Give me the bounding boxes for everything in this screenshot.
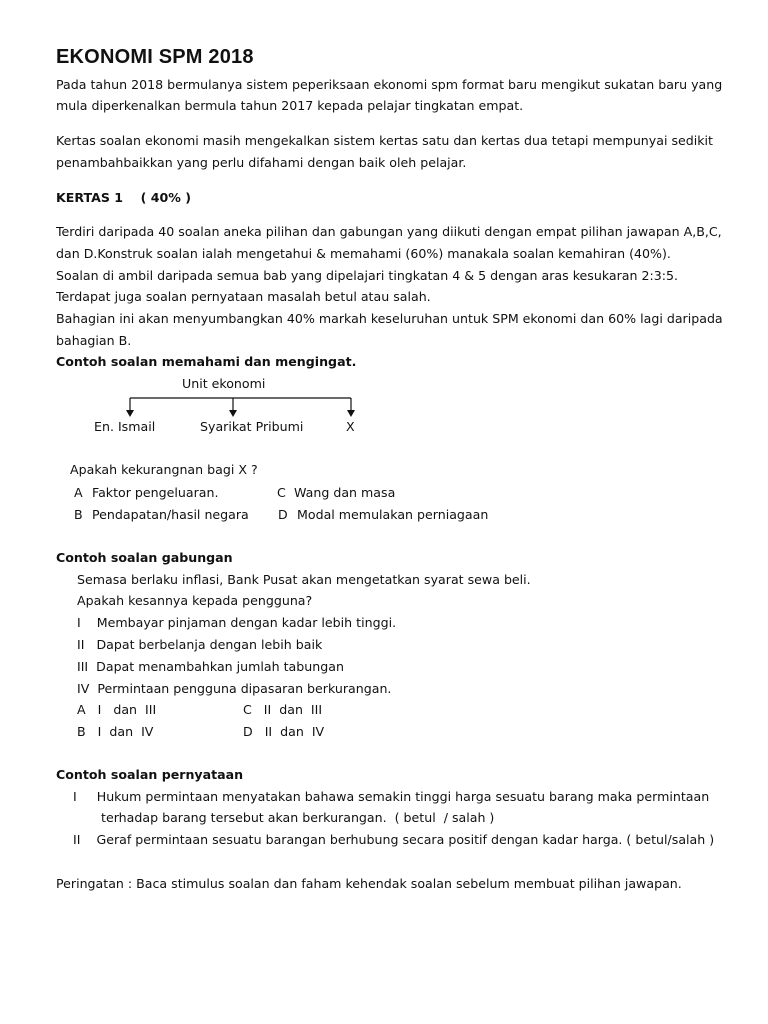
contoh3-heading: Contoh soalan pernyataan	[56, 767, 244, 782]
arrow-down-icon	[229, 410, 237, 417]
q2-statement-1: I Membayar pinjaman dengan kadar lebih tinggi.	[77, 615, 397, 630]
diagram-root-label: Unit ekonomi	[182, 376, 266, 391]
q2-statement-4: IV Permintaan pengguna dipasaran berkurangan.	[77, 681, 392, 696]
intro-line-1: Pada tahun 2018 bermulanya sistem peperiksaan ekonomi spm format baru mengikut sukatan baru yang	[56, 77, 723, 92]
q1-option-b-text: Pendapatan/hasil negara	[92, 507, 249, 522]
kertas1-line-5: Bahagian ini akan menyumbangkan 40% markah keseluruhan untuk SPM ekonomi dan 60% lagi daripada	[56, 311, 723, 326]
q2-stem-2: Apakah kesannya kepada pengguna?	[77, 593, 313, 608]
q1-option-a-letter: A	[74, 485, 83, 500]
page-title: EKONOMI SPM 2018	[56, 46, 254, 68]
kertas1-line-4: Terdapat juga soalan pernyataan masalah betul atau salah.	[56, 289, 431, 304]
q1-option-d-text: Modal memulakan perniagaan	[297, 507, 489, 522]
para2-line-1: Kertas soalan ekonomi masih mengekalkan sistem kertas satu dan kertas dua tetapi mempunyai sedikit	[56, 133, 713, 148]
arrow-down-icon	[347, 410, 355, 417]
q3-line-3: II Geraf permintaan sesuatu barangan berhubung secara positif dengan kadar harga. ( betul/salah )	[73, 832, 715, 847]
q2-option-b: B I dan IV	[77, 724, 154, 739]
q2-option-a: A I dan III	[77, 702, 157, 717]
q1-question: Apakah kekurangnan bagi X ?	[70, 462, 258, 477]
peringatan-note: Peringatan : Baca stimulus soalan dan faham kehendak soalan sebelum membuat pilihan jawapan.	[56, 876, 682, 891]
q3-line-1: I Hukum permintaan menyatakan bahawa semakin tinggi harga sesuatu barang maka permintaan	[73, 789, 710, 804]
intro-line-2: mula diperkenalkan bermula tahun 2017 kepada pelajar tingkatan empat.	[56, 98, 524, 113]
kertas1-line-3: Soalan di ambil daripada semua bab yang dipelajari tingkatan 4 & 5 dengan aras kesukaran 2:3:5.	[56, 268, 679, 283]
arrow-down-icon	[126, 410, 134, 417]
q1-option-a-text: Faktor pengeluaran.	[92, 485, 219, 500]
q2-statement-3: III Dapat menambahkan jumlah tabungan	[77, 659, 344, 674]
q3-line-2: terhadap barang tersebut akan berkurangan. ( betul / salah )	[73, 810, 495, 825]
q2-option-c: C II dan III	[243, 702, 323, 717]
kertas1-line-1: Terdiri daripada 40 soalan aneka pilihan dan gabungan yang diikuti dengan empat pilihan jawapan A,B,C,	[56, 224, 722, 239]
kertas1-heading: KERTAS 1 ( 40% )	[56, 190, 192, 205]
diagram-child-1: En. Ismail	[94, 419, 156, 434]
q1-option-c-letter: C	[277, 485, 286, 500]
contoh1-heading: Contoh soalan memahami dan mengingat.	[56, 354, 357, 369]
q1-option-c-text: Wang dan masa	[294, 485, 396, 500]
kertas1-line-2: dan D.Konstruk soalan ialah mengetahui & memahami (60%) manakala soalan kemahiran (40%).	[56, 246, 671, 261]
q2-option-d: D II dan IV	[243, 724, 325, 739]
q2-statement-2: II Dapat berbelanja dengan lebih baik	[77, 637, 323, 652]
para2-line-2: penambahbaikkan yang perlu difahami dengan baik oleh pelajar.	[56, 155, 467, 170]
q1-option-d-letter: D	[278, 507, 288, 522]
contoh2-heading: Contoh soalan gabungan	[56, 550, 233, 565]
kertas1-line-6: bahagian B.	[56, 333, 132, 348]
diagram-child-3: X	[346, 419, 355, 434]
diagram-child-2: Syarikat Pribumi	[200, 419, 304, 434]
q2-stem-1: Semasa berlaku inflasi, Bank Pusat akan mengetatkan syarat sewa beli.	[77, 572, 531, 587]
q1-option-b-letter: B	[74, 507, 83, 522]
